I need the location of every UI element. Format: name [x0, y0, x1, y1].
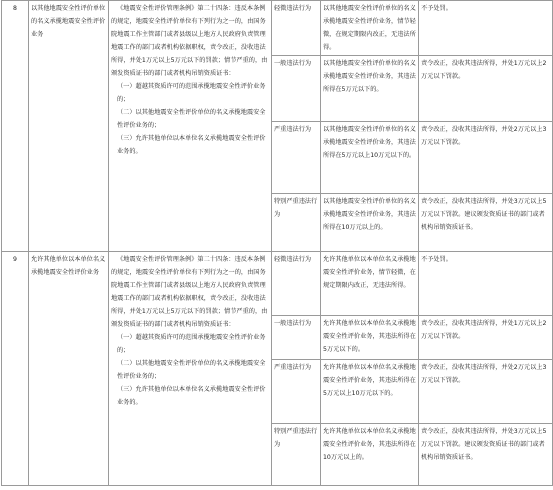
legal-basis-item: （一）超越其资质许可的范围承揽地震安全性评价业务的； — [117, 334, 266, 354]
penalty-measure: 不予处罚。 — [419, 252, 553, 316]
penalty-measure: 责令改正，没收其违法所得，并处3万元以上5万元以下罚款。建议颁发资质证书的部门或者机构吊销资质证书。 — [419, 424, 553, 486]
legal-basis-main: 《地震安全性评价管理条例》第二十四条：违反本条例的规定，地震安全性评价单位有下列行为之一的，由国务院地震工作主管部门或者县级以上地方人民政府负责管理地震工作的部门或者机构依据职权，责令改正，没收违法所得，并处1万元以上5万元以下的罚款；情节严重的，由颁发资质证书的部门或者机构吊销资质证书： — [111, 256, 268, 328]
violation-level: 严重违法行为 — [272, 360, 321, 424]
violation-description: 以其他地震安全性评价单位的名义承揽地震安全性评价业务 — [29, 1, 109, 252]
legal-basis-item: （三）允许其他单位以本单位名义承揽地震安全性评价业务的。 — [117, 386, 266, 406]
penalty-measure: 责令改正，没收其违法所得，并处3万元以上5万元以下罚款。建议颁发资质证书的部门或者机构吊销资质证书。 — [419, 194, 553, 252]
violation-circumstance: 以其他地震安全性评价单位的名义承揽地震安全性评价业务，情节轻微，在规定期限内改正，无违法所得。 — [321, 1, 419, 56]
violation-circumstance: 以其他地震安全性评价单位的名义承揽地震安全性评价业务，其违法所得在10万元以上的。 — [321, 194, 419, 252]
violation-level: 轻微违法行为 — [272, 1, 321, 56]
legal-basis-item: （三）允许其他单位以本单位名义承揽地震安全性评价业务的。 — [117, 135, 266, 155]
penalty-measure: 责令改正，没收其违法所得，并处1万元以上2万元以下罚款。 — [419, 56, 553, 122]
violation-circumstance: 以其他地震安全性评价单位的名义承揽地震安全性评价业务，其违法所得在5万元以上10万元以下的。 — [321, 122, 419, 194]
legal-basis-item: （二）以其他地震安全性评价单位的名义承揽地震安全性评价业务的； — [117, 109, 266, 129]
violation-circumstance: 允许其他单位以本单位名义承揽地震安全性评价业务，其违法所得在5万元以下的。 — [321, 316, 419, 360]
penalty-measure: 责令改正，没收其违法所得，并处1万元以上2万元以下罚款。 — [419, 316, 553, 360]
legal-basis — [109, 252, 272, 486]
legal-basis-item: （一）超越其资质许可的范围承揽地震安全性评价业务的； — [117, 83, 266, 103]
violation-level: 特别严重违法行为 — [272, 424, 321, 486]
violation-description: 允许其他单位以本单位名义承揽地震安全性评价业务 — [29, 252, 109, 486]
penalty-measure: 责令改正，没收其违法所得，并处2万元以上3万元以下罚款。 — [419, 360, 553, 424]
violation-level: 严重违法行为 — [272, 122, 321, 194]
legal-basis-main: 《地震安全性评价管理条例》第二十四条：违反本条例的规定，地震安全性评价单位有下列行为之一的，由国务院地震工作主管部门或者县级以上地方人民政府负责管理地震工作的部门或者机构依据职权，责令改正，没收违法所得，并处1万元以上5万元以下的罚款；情节严重的，由颁发资质证书的部门或者机构吊销资质证书： — [111, 5, 268, 77]
legal-basis — [109, 1, 272, 252]
item-number: 8 — [2, 1, 29, 252]
penalty-measure: 责令改正，没收其违法所得，并处2万元以上3万元以下罚款。 — [419, 122, 553, 194]
table-row — [2, 252, 553, 316]
penalty-standard-table — [1, 0, 553, 486]
item-number: 9 — [2, 252, 29, 486]
violation-level: 特别严重违法行为 — [272, 194, 321, 252]
penalty-measure: 不予处罚。 — [419, 1, 553, 56]
violation-level: 一般违法行为 — [272, 316, 321, 360]
table-row — [2, 1, 553, 56]
violation-circumstance: 以其他地震安全性评价单位的名义承揽地震安全性评价业务，其违法所得在5万元以下的。 — [321, 56, 419, 122]
violation-level: 轻微违法行为 — [272, 252, 321, 316]
violation-level: 一般违法行为 — [272, 56, 321, 122]
legal-basis-item: （二）以其他地震安全性评价单位的名义承揽地震安全性评价业务的； — [117, 360, 266, 380]
violation-circumstance: 允许其他单位以本单位名义承揽地震安全性评价业务，其违法所得在10万元以上的。 — [321, 424, 419, 486]
violation-circumstance: 允许其他单位以本单位名义承揽地震安全性评价业务，其违法所得在5万元以上10万元以下的。 — [321, 360, 419, 424]
violation-circumstance: 允许其他单位以本单位名义承揽地震安全性评价业务，情节轻微，在规定期限内改正，无违法所得。 — [321, 252, 419, 316]
